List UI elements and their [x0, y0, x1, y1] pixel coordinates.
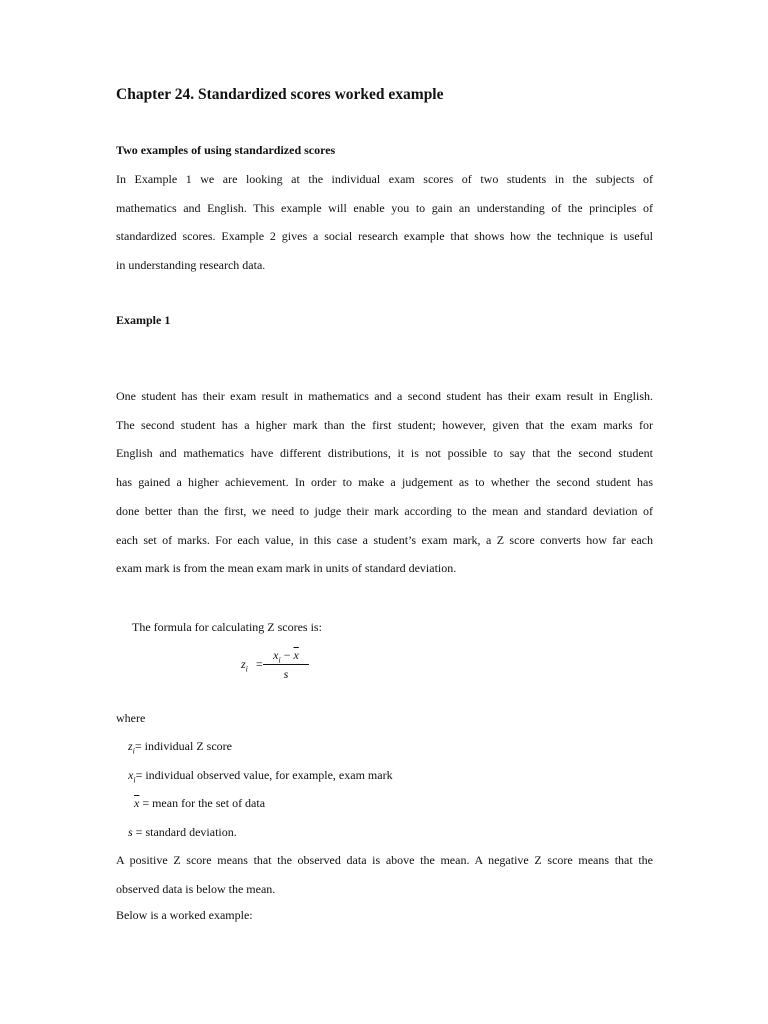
example1-heading: Example 1	[116, 313, 171, 327]
formula-numerator: $x_i - \overline{x}$	[273, 648, 299, 665]
definition-s: s = standard deviation.	[128, 825, 237, 839]
intro-line: standardized scores. Example 2 gives a social research example that shows how the technique is useful	[116, 229, 653, 244]
intro-line: In Example 1 we are looking at the individual exam scores of two students in the subjects of	[116, 172, 653, 186]
section-subheading: Two examples of using standardized scores	[116, 143, 336, 157]
example1-line: The second student has a higher mark than the first student; however, given that the exam marks for	[116, 417, 653, 432]
example1-line: has gained a higher achievement. In order to make a judgement as to whether the second student has	[116, 475, 653, 490]
example1-line: One student has their exam result in mathematics and a second student has their exam result in English.	[116, 389, 653, 403]
worked-example-lead: Below is a worked example:	[116, 908, 253, 922]
intro-paragraph	[116, 165, 653, 280]
intro-line: mathematics and English. This example will enable you to gain an understanding of the principles of	[116, 200, 653, 215]
conclusion-paragraph	[116, 846, 653, 903]
fraction-bar	[263, 664, 309, 665]
where-label: where	[116, 711, 146, 725]
chapter-title: Chapter 24. Standardized scores worked example	[116, 86, 444, 103]
definition-mean: $\overline{x}$ = mean for the set of data	[134, 796, 266, 810]
intro-line: in understanding research data.	[116, 258, 266, 273]
formula-equals: =	[256, 657, 263, 671]
conclusion-line: observed data is below the mean.	[116, 881, 276, 896]
example1-line: done better than the first, we need to judge their mark according to the mean and standard deviation of	[116, 503, 653, 518]
definition-x: $x_i=$ individual observed value, for example, exam mark	[128, 768, 393, 785]
example1-paragraph	[116, 382, 653, 583]
conclusion-line: A positive Z score means that the observed data is above the mean. A negative Z score means that the	[116, 853, 653, 867]
formula-intro: The formula for calculating Z scores is:	[132, 620, 322, 634]
formula-denominator: s	[283, 667, 289, 681]
formula-lhs: $z_i$	[241, 657, 248, 674]
definition-z: $z_i=$ individual Z score	[128, 739, 232, 756]
formula-fraction	[263, 647, 309, 682]
example1-line: English and mathematics have different distributions, it is not possible to say that the second student	[116, 446, 653, 461]
example1-line: each set of marks. For each value, in this case a student’s exam mark, a Z score converts how far each	[116, 532, 653, 547]
example1-line: exam mark is from the mean exam mark in units of standard deviation.	[116, 561, 457, 576]
